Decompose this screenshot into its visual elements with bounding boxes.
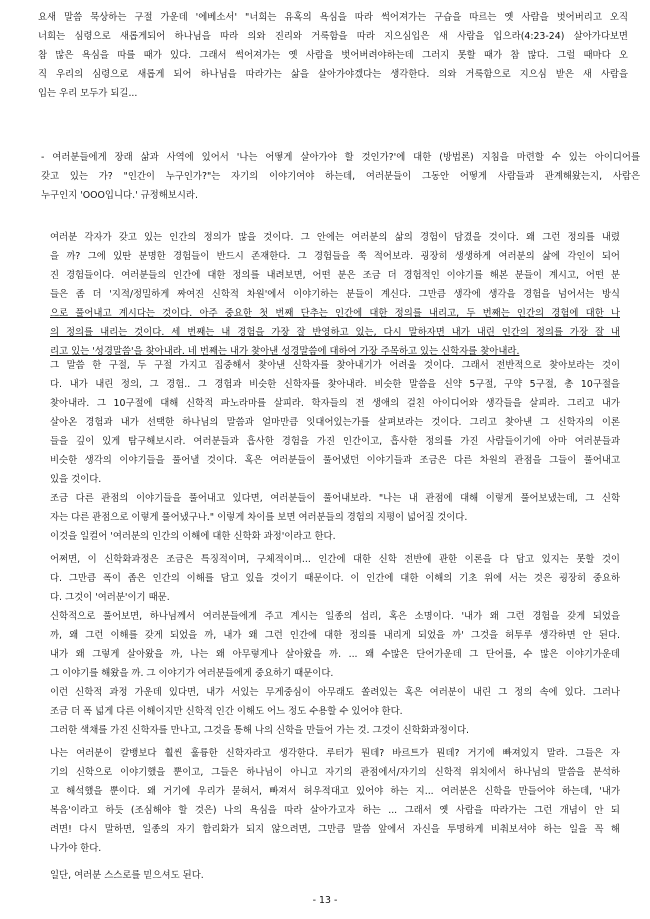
paragraph-question: [30, 148, 640, 205]
page-number: - 13 -: [312, 895, 338, 906]
text-line: 나가야 한다.: [50, 843, 102, 854]
text-line: 려면! 다시 말하면, 일종의 자기 합리화가 되지 않으려면, 그만큼 말씀 앞에서 자신을 투명하게 비춰보셔야 하는 일을 꼭 해: [50, 824, 620, 835]
text-line: 다. 그것이 '여러분'이기 때문.: [50, 592, 170, 603]
paragraph-theologizing: [50, 550, 620, 740]
text-line: 기의 신학으로 이야기했을 뿐이고, 그들은 하나님이 아니고 자기의 관점에서/자기의 신학적 위치에서 하나님의 말씀을 분석하: [50, 767, 620, 778]
text-line-underlined: 리고 있는 '성경말씀'을 찾아내라. 네 번째는 내가 찾아낸 성경말씀에 대하여 가장 주목하고 있는 신학자를 찾아내라.: [50, 346, 520, 357]
paragraph-closing: [50, 866, 620, 885]
text-line: 을 까? 그에 있딴 분명한 경험들이 반드시 존재한다. 그 경험들을 쭉 적어보라. 굉장히 생생하게 여러분의 삶에 각인이 되어: [50, 251, 620, 262]
text-line: 이것을 일컬어 '여러분의 인간의 이해에 대한 신학화 과정'이라고 한다.: [50, 531, 336, 542]
paragraph-ephesians-meditation: [38, 8, 628, 103]
paragraph-own-theology: [50, 744, 620, 858]
text-line: 입는 우리 모두가 되길...: [38, 88, 138, 99]
text-line: 요새 말씀 묵상하는 구절 가운데 '에베소서' "너희는 유혹의 욕심을 따라 썩어져가는 구습을 따르는 옛 사람을 벗어버리고 오직: [38, 12, 628, 23]
text-line-underlined: 의 정의를 내리는 것이다. 세 번째는 내 경험을 가장 잘 반영하고 있는, 다시 말하자면 내가 내린 인간의 정의를 가장 잘 내: [50, 327, 620, 338]
text-line: 그 말씀 한 구절, 두 구절 가지고 집중해서 찾아낸 신학자를 찾아내기가 어려울 것이다. 그래서 전반적으로 찾아보라는 것이: [50, 360, 620, 371]
text-line: 찾아내라. 그 10구절에 대해 신학적 파노라마를 살피라. 학자들의 전 생애의 걸친 아이디어와 생각들을 살피라. 그리고 내가: [50, 398, 620, 409]
text-line: 조금 다른 관점의 이야기들을 풀어내고 있다면, 여러분들이 풀어내보라. "나는 내 관점에 대해 이렇게 풀어보냈는데, 그 신학: [50, 493, 620, 504]
text-line: 있을 것이다.: [50, 474, 102, 485]
text-line: 신학적으로 풀어보면, 하나님께서 여러분들에게 주고 계시는 일종의 섭리, 혹은 소명이다. '내가 왜 그런 경험을 갖게 되었을: [50, 611, 620, 622]
text-line: 어쩌면, 이 신학화과정은 조금은 특징적이며, 구체적이며... 인간에 대한 신학 전반에 관한 이론을 다 담고 있지는 못할 것이: [50, 554, 620, 565]
text-line: 자는 다른 관점으로 이렇게 풀어냈구나." 이렇게 차이를 보면 여러분들의 경험의 지평이 넓어질 것이다.: [50, 512, 468, 523]
text-line: 일단, 여러분 스스로를 믿으셔도 된다.: [50, 870, 204, 881]
text-line: 다. 그만큼 폭이 좁은 인간의 이해를 담고 있을 것이기 때문이다. 이 인간에 대한 이해의 기초 위에 서는 것은 굉장히 중요하: [50, 573, 620, 584]
text-line: 여러분 각자가 갖고 있는 인간의 정의가 많을 것이다. 그 안에는 여러분의 삶의 경험이 담겼을 것이다. 왜 그런 정의를 내렸: [50, 232, 620, 243]
text-line: 이런 신학적 과정 가운데 있다면, 내가 서있는 무게중심이 아무래도 쏠려있는 혹은 여러분이 내린 그 정의 속에 있다. 그러나: [50, 687, 620, 698]
text-line: 다. 내가 내린 정의, 그 경험.. 그 경험과 비슷한 신학자를 찾아내라. 비슷한 말씀을 신약 5구절, 구약 5구절, 총 10구절을: [50, 379, 620, 390]
text-line: 갖고 있는 가? "인간이 누구인가?"는 자기의 이야기여야 하는데, 여러분들이 그동안 어떻게 사람들과 관계해왔는지, 사람은: [41, 171, 640, 182]
text-line: 고 해석했을 뿐이다. 왜 거기에 우리가 묻혀서, 빠져서 허우적대고 있어야 하는 지... 여러분은 신학을 만들어야 하는데, '내가: [50, 786, 620, 797]
text-line: 직 우리의 심령으로 새롭게 되어 하나님을 따라가는 삶을 살아가야겠다는 생각한다. 의와 거룩함으로 지으심 받은 새 사람을: [38, 69, 628, 80]
text-line: 들을 깊이 있게 탐구해보시라. 여러분들과 흡사한 경험을 가진 인간이고, 흡사한 정의를 가진 사람들이기에 아마 여러분들과: [50, 436, 620, 447]
text-line: 살아온 경험과 내가 선택한 하나님의 말씀과 얼마만큼 잇대어있는가를 살펴보라는 것이다. 그리고 찾아낸 그 신학자의 이론: [50, 417, 620, 428]
text-line: 그러한 색채를 가진 신학자를 만나고, 그것을 통해 나의 신학을 만들어 가는 것. 그것이 신학화과정이다.: [50, 725, 469, 736]
text-line: 그 이야기를 해왔을 까. 그 이야기가 여러분들에게 중요하기 때문이다.: [50, 668, 334, 679]
text-line: 내가 왜 그렇게 살아왔을 까, 나는 왜 아무렇게나 살아왔을 까. ... 왜 수많은 단어가운데 그 단어를, 수 많은 이야기가운데: [50, 649, 620, 660]
paragraph-find-theologian: [50, 356, 620, 546]
text-line: 참 많은 욕심을 따를 때가 있다. 그래서 썩어져가는 옛 사람을 벗어버려야하는데 그러지 못할 때가 참 많다. 그럴 때마다 오: [38, 50, 628, 61]
paragraph-definitions: [50, 228, 620, 361]
text-line: 조금 더 폭 넓게 다른 이해이지만 신학적 인간 이해도 어느 정도 수용할 수 있어야 한다.: [50, 706, 403, 717]
text-line-underlined: 으로 풀어내고 계시다는 것이다. 아주 중요한 첫 번째 단추는 인간에 대한 정의를 내리고, 두 번째는 인간의 경험에 대한 나: [50, 308, 620, 319]
text-line: 들은 좀 더 '지적/정밀하게 짜여진 신학적 차원'에서 이야기하는 분들이 계신다. 그만큼 생각에 생각을 경험을 넘어서는 방식: [50, 289, 620, 300]
text-line: 진 경험들이다. 여러분들의 인간에 대한 정의를 내려보면, 어떤 분은 조금 더 경험적인 이야기를 해본 분들이 계시고, 어떤 분: [50, 270, 620, 281]
text-line: 너희는 심령으로 새롭게되어 하나님을 따라 의와 진리와 거룩함을 따라 지으심입은 새 사람을 입으라(4:23-24) 살아가다보면: [38, 31, 628, 42]
text-line: 나는 여러분이 칼뱅보다 훨씬 훌륭한 신학자라고 생각한다. 루터가 뭔데? 바르트가 뭔데? 거기에 빠져있지 말라. 그들은 자: [50, 748, 620, 759]
text-line: 비슷한 생각의 이야기들을 풀어낼 것이다. 혹은 여러분들이 풀어냈던 이야기들과 조금은 다른 차원의 관점을 그들이 풀어내고: [50, 455, 620, 466]
text-line: 복음'이라고 하듯 (조심해야 할 것은) 나의 욕심을 따라 살아가고자 하는 ... 그래서 옛 사람을 따라가는 그런 개념이 안 되: [50, 805, 620, 816]
text-line: - 여러분들에게 장래 삶과 사역에 있어서 '나는 어떻게 살아가야 할 것인가?'에 대한 (방법론) 지침을 마련할 수 있는 아이디어를: [41, 152, 640, 163]
text-line: 누구인지 'OOO입니다.' 규정해보시라.: [41, 190, 198, 201]
text-line: 까, 왜 그런 이해를 갖게 되었을 까, 내가 왜 그런 인간에 대한 정의를 내리게 되었을 까' 그것을 허투루 생각하면 안 된다.: [50, 630, 620, 641]
